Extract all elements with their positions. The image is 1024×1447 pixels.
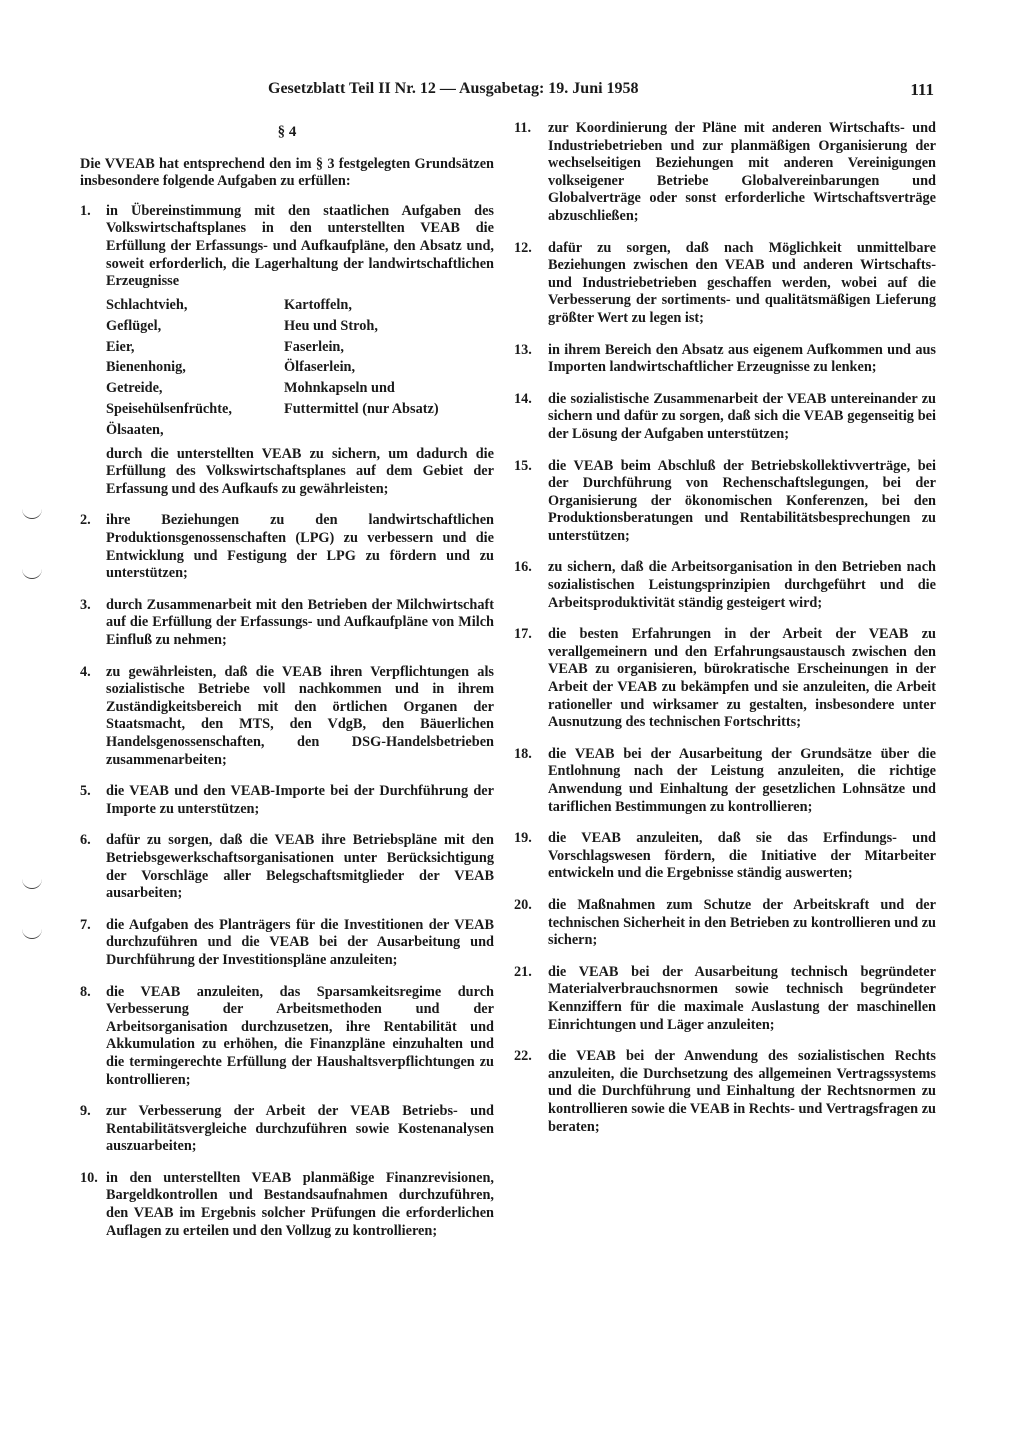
- list-item-4: [80, 664, 494, 770]
- item-text: zu sichern, daß die Arbeitsorganisation in den Betrieben nach sozialistischen Leistungsprinzipien durchgeführt und die Arbeitsproduktivität ständig gesteigert wird;: [548, 559, 936, 611]
- item-number: 20.: [514, 896, 532, 913]
- list-item-14: [514, 391, 936, 444]
- item-text: die VEAB beim Abschluß der Betriebskollektivverträge, bei der Durchführung von Rechenschaftslegungen, bei der Organisierung der ökonomischen Konferenzen, bei den Produktionsberatungen und Rentabilitätsbesprechungen zu unterstützen;: [548, 457, 936, 544]
- item-number: 11.: [514, 120, 532, 136]
- list-item-17: [514, 626, 936, 732]
- list-item-7: [80, 917, 494, 970]
- item-text: die VEAB bei der Ausarbeitung der Grundsätze über die Entlohnung nach der Leistung anzuleiten, die richtige Anwendung und Einhaltung der gesetzlichen Lohnsätze und tariflichen Bestimmungen zu kontrollieren;: [548, 745, 936, 815]
- left-column: [80, 120, 494, 1254]
- item-number: 5.: [80, 783, 91, 800]
- product-item: Ölfaserlein,: [284, 359, 356, 376]
- item-number: 14.: [514, 390, 532, 407]
- list-item-8: [80, 984, 494, 1090]
- list-item-19: [514, 830, 936, 883]
- item-text: dafür zu sorgen, daß die VEAB ihre Betriebspläne mit den Betriebsgewerkschaftsorganisationen unter Berücksichtigung der Vorschläge aller Belegschaftsmitglieder der VEAB ausarbeiten;: [106, 832, 494, 902]
- product-item: Eier,: [106, 338, 135, 355]
- product-item: [284, 422, 494, 440]
- item-number: 12.: [514, 239, 532, 256]
- item-text: die VEAB bei der Ausarbeitung technisch begründeter Materialverbrauchsnormen sowie technisch begründeter Kennziffern für die maximale Auslastung der maschinellen Einrichtungen und Läger anzuleiten;: [548, 963, 936, 1033]
- list-item-18: [514, 746, 936, 816]
- product-item: Faserlein,: [284, 338, 344, 355]
- margin-check-mark: [22, 878, 42, 889]
- item-number: 3.: [80, 596, 91, 613]
- item-number: 16.: [514, 559, 532, 576]
- list-item-16: [514, 559, 936, 612]
- list-item-15: [514, 458, 936, 546]
- right-column: [514, 120, 936, 1150]
- list-item-6: [80, 832, 494, 902]
- list-item-22: [514, 1048, 936, 1136]
- item-number: 17.: [514, 626, 532, 643]
- header-title: Gesetzblatt Teil II Nr. 12 — Ausgabetag: 19. Juni 1958: [268, 80, 639, 97]
- section-intro: Die VVEAB hat entsprechend den im § 3 festgelegten Grundsätzen insbesondere folgende Aufgaben zu erfüllen:: [80, 155, 494, 190]
- margin-check-mark: [22, 568, 42, 579]
- section-heading: § 4: [277, 124, 297, 140]
- item-number: 19.: [514, 830, 532, 847]
- product-item: Speisehülsenfrüchte,: [106, 401, 232, 418]
- item-text: zur Koordinierung der Pläne mit anderen Wirtschafts- und Industriebetrieben und zur planmäßigen Organisierung der wechselseitigen Beziehungen mit anderen Vereinigungen volkseigener Betriebe Globalvereinbarungen und Globalverträge oder sonst erforderliche Wirtschaftsverträge abzuschließen;: [548, 120, 936, 224]
- item-text: in ihrem Bereich den Absatz aus eigenem Aufkommen und aus Importen landwirtschaftlicher Erzeugnisse zu lenken;: [548, 341, 936, 376]
- item-number: 7.: [80, 916, 91, 933]
- list-item-21: [514, 964, 936, 1034]
- list-item-2: [80, 512, 494, 582]
- list-item-13: [514, 342, 936, 377]
- item-text: die Maßnahmen zum Schutze der Arbeitskraft und der technischen Sicherheit in den Betrieben zu kontrollieren und zu sichern;: [548, 896, 936, 949]
- item-text: die VEAB anzuleiten, daß sie das Erfindungs- und Vorschlagswesen fördern, die Initiative der Mitarbeiter entwickeln und die Ergebnisse ständig auswerten;: [548, 830, 936, 882]
- product-item: Futtermittel (nur Absatz): [284, 401, 439, 418]
- item-text: die VEAB und den VEAB-Importe bei der Durchführung der Importe zu unterstützen;: [106, 783, 494, 817]
- item-text: die sozialistische Zusammenarbeit der VEAB untereinander zu sichern und dafür zu sorgen, daß sich die VEAB gegenseitig bei der Lösung der Aufgaben unterstützen;: [548, 390, 936, 442]
- item-text-continued: durch die unterstellten VEAB zu sichern, um dadurch die Erfüllung des Volkswirtschaftsplanes auf dem Gebiet der Erfassung und des Aufkaufs zu gewährleisten;: [106, 445, 494, 497]
- list-item-20: [514, 897, 936, 950]
- product-item: Ölsaaten,: [106, 422, 164, 439]
- list-item-9: [80, 1103, 494, 1156]
- item-number: 13.: [514, 341, 532, 358]
- item-text: durch Zusammenarbeit mit den Betrieben der Milchwirtschaft auf die Erfüllung der Erfassungs- und Aufkaufpläne von Milch Einfluß zu nehmen;: [106, 596, 494, 649]
- product-item: Schlachtvieh,: [106, 296, 188, 313]
- item-number: 9.: [80, 1103, 91, 1120]
- item-number: 10.: [80, 1169, 98, 1186]
- list-item-3: [80, 597, 494, 650]
- item-number: 1.: [80, 202, 91, 219]
- margin-check-mark: [22, 928, 42, 939]
- item-text: die VEAB bei der Anwendung des sozialistischen Rechts anzuleiten, die Durchsetzung des allgemeinen Vertragssystems und die Durchführung und Einhaltung der Rechtsnormen zu kontrollieren sowie die VEAB in Rechts- und Vertragsfragen zu beraten;: [548, 1048, 936, 1135]
- item-text: die Aufgaben des Planträgers für die Investitionen der VEAB durchzuführen und die VEAB bei der Ausarbeitung und Durchführung der Investitionspläne anzuleiten;: [106, 916, 494, 968]
- list-item-1: [80, 203, 494, 499]
- item-text: zur Verbesserung der Arbeit der VEAB Betriebs- und Rentabilitätsvergleiche durchzuführen sowie Kostenanalysen auszuarbeiten;: [106, 1103, 494, 1155]
- item-text: in Übereinstimmung mit den staatlichen Aufgaben des Volkswirtschaftsplanes in den unterstellten VEAB die Erfüllung der Erfassungs- und Aufkaufpläne, den Absatz und, soweit erforderlich, die Lagerhaltung der landwirtschaftlichen Erzeugnisse: [106, 202, 494, 290]
- product-list: [106, 297, 494, 440]
- item-number: 21.: [514, 963, 532, 980]
- product-item: Kartoffeln,: [284, 296, 352, 313]
- list-item-12: [514, 240, 936, 328]
- item-text: ihre Beziehungen zu den landwirtschaftlichen Produktionsgenossenschaften (LPG) zu verbessern und die Entwicklung und Festigung der LPG zu fördern und zu unterstützen;: [106, 512, 494, 582]
- item-number: 2.: [80, 512, 91, 529]
- item-text: dafür zu sorgen, daß nach Möglichkeit unmittelbare Beziehungen zwischen den VEAB und anderen Wirtschafts- und Industriebetrieben geschaffen werden, wobei auf die Verbesserung der sortiments- und qualitätsmäßigen Lieferung größter Wert zu legen ist;: [548, 239, 936, 326]
- item-number: 22.: [514, 1048, 532, 1065]
- item-number: 6.: [80, 832, 91, 849]
- item-number: 15.: [514, 457, 532, 474]
- list-item-5: [80, 783, 494, 818]
- item-text: die VEAB anzuleiten, das Sparsamkeitsregime durch Verbesserung der Arbeitsmethoden und der Arbeitsorganisation durchzusetzen, ihre Rentabilität und Akkumulation zu erhöhen, die Finanzpläne einzuhalten und die termingerechte Erfüllung der Haushaltsverpflichtungen zu kontrollieren;: [106, 983, 494, 1088]
- item-number: 8.: [80, 983, 91, 1000]
- list-item-10: [80, 1170, 494, 1240]
- list-item-11: [514, 120, 936, 226]
- product-item: Heu und Stroh,: [284, 317, 378, 334]
- item-number: 4.: [80, 663, 91, 680]
- item-text: die besten Erfahrungen in der Arbeit der VEAB zu verallgemeinern und den Erfahrungsaustausch zwischen den VEAB zu organisieren, bürokratische Erscheinungen in der Arbeit der VEAB zu bekämpfen und sie anzuleiten, die Arbeit rationeller und wirksamer zu gestalten, insbesondere unter Ausnutzung des technischen Fortschritts;: [548, 626, 936, 731]
- product-item: Geflügel,: [106, 317, 162, 334]
- product-item: Getreide,: [106, 380, 163, 397]
- item-number: 18.: [514, 745, 532, 762]
- product-item: Bienenhonig,: [106, 359, 186, 376]
- margin-check-mark: [22, 508, 42, 519]
- item-text: zu gewährleisten, daß die VEAB ihren Verpflichtungen als sozialistische Betriebe voll nachkommen und in ihrem Zuständigkeitsbereich mit den örtlichen Organen der Staatsmacht, den MTS, den VdgB, den Bäuerlichen Handelsgenossenschaften, den DSG-Handelsbetrieben zusammenarbeiten;: [106, 663, 494, 768]
- product-item: Mohnkapseln und: [284, 380, 395, 397]
- page-number: 111: [910, 80, 934, 99]
- item-text: in den unterstellten VEAB planmäßige Finanzrevisionen, Bargeldkontrollen und Bestandsaufnahmen durchzuführen, den VEAB im Ergebnis solcher Prüfungen die erforderlichen Auflagen zu erteilen und den Vollzug zu kontrollieren;: [106, 1169, 494, 1239]
